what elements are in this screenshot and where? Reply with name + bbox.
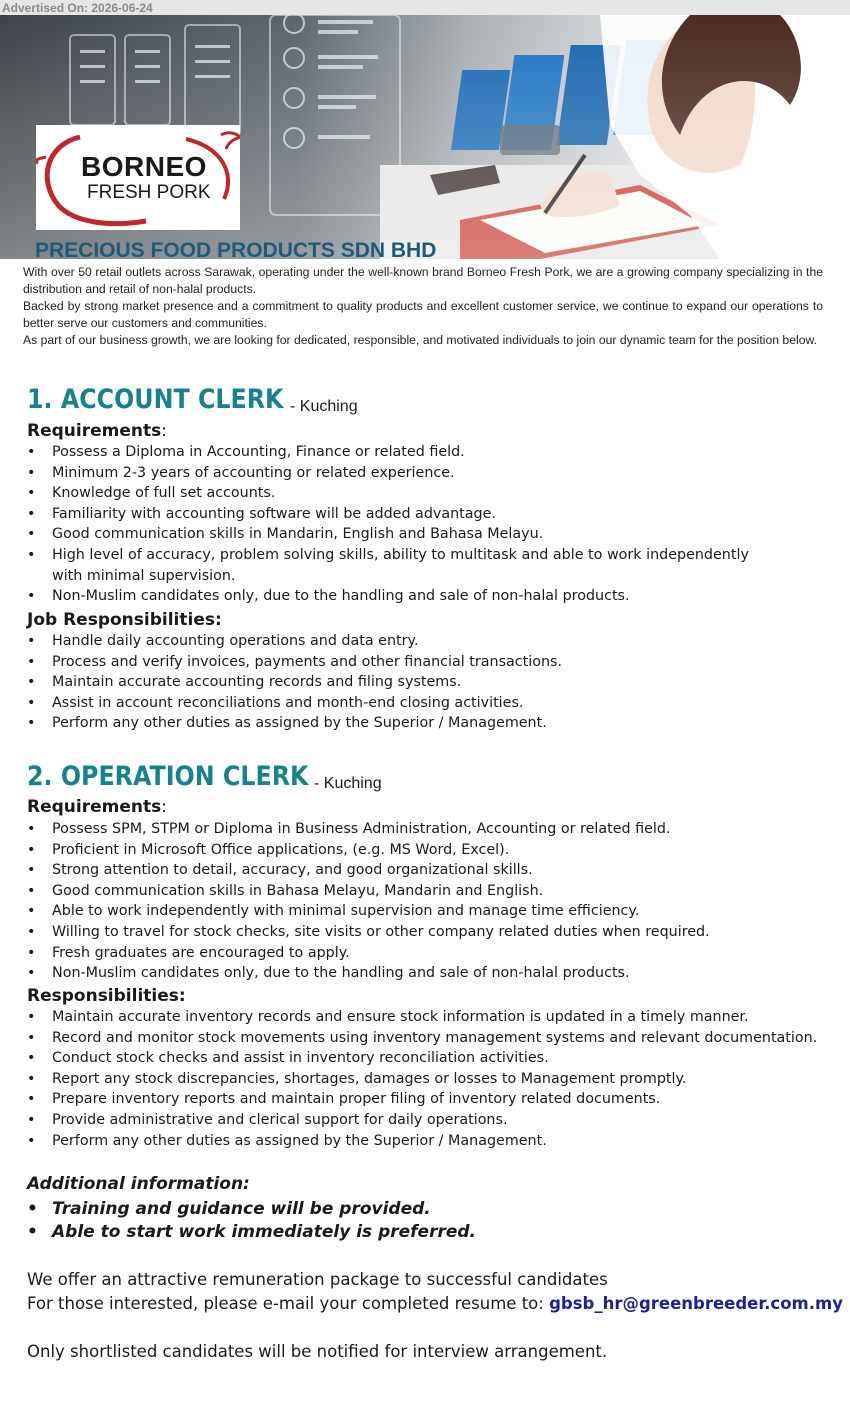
- additional-info-heading: Additional information:: [27, 1174, 250, 1194]
- list-item: • Record and monitor stock movements using inventory management systems and relevant documentation.: [27, 1028, 827, 1049]
- list-item: • Perform any other duties as assigned by the Superior / Management.: [27, 1131, 827, 1152]
- list-item: • Strong attention to detail, accuracy, and good organizational skills.: [27, 860, 827, 881]
- list-item: • Able to start work immediately is preferred.: [27, 1221, 476, 1244]
- responsibilities-heading: Responsibilities:: [27, 986, 186, 1006]
- additional-info-list: [27, 1198, 476, 1244]
- shortlist-note: Only shortlisted candidates will be notified for interview arrangement.: [27, 1342, 608, 1361]
- list-item: • Familiarity with accounting software will be added advantage.: [27, 504, 827, 525]
- list-item: • Good communication skills in Bahasa Melayu, Mandarin and English.: [27, 881, 827, 902]
- list-item: • Able to work independently with minimal supervision and manage time efficiency.: [27, 901, 827, 922]
- requirements-heading: Requirements:: [27, 797, 167, 817]
- list-item: • Proficient in Microsoft Office applications, (e.g. MS Word, Excel).: [27, 840, 827, 861]
- list-item: • Handle daily accounting operations and data entry.: [27, 631, 827, 652]
- list-item: • Maintain accurate inventory records and ensure stock information is updated in a timely manner.: [27, 1007, 827, 1028]
- list-item: • Conduct stock checks and assist in inventory reconciliation activities.: [27, 1048, 827, 1069]
- list-item: • Report any stock discrepancies, shortages, damages or losses to Management promptly.: [27, 1069, 827, 1090]
- logo-text-borneo: BORNEO: [81, 151, 207, 182]
- list-item: • Assist in account reconciliations and month-end closing activities.: [27, 693, 827, 714]
- account-clerk-requirements-list: [27, 442, 827, 607]
- intro-paragraph-1: With over 50 retail outlets across Sarawak, operating under the well-known brand Borneo Fresh Pork, we are a growing company specializing in the distribution and retail of non-halal products.: [23, 265, 823, 296]
- job-title-account-clerk: 1. ACCOUNT CLERK: [27, 384, 284, 415]
- apply-text: [27, 1294, 843, 1313]
- list-item: • Good communication skills in Mandarin, English and Bahasa Melayu.: [27, 524, 827, 545]
- remuneration-text: We offer an attractive remuneration package to successful candidates: [27, 1270, 608, 1289]
- list-item: • Minimum 2-3 years of accounting or related experience.: [27, 463, 827, 484]
- account-clerk-responsibilities-list: [27, 631, 827, 734]
- list-item: • Process and verify invoices, payments and other financial transactions.: [27, 652, 827, 673]
- list-item: • Fresh graduates are encouraged to apply.: [27, 943, 827, 964]
- header-banner: [0, 15, 850, 259]
- operation-clerk-requirements-list: [27, 819, 827, 984]
- intro-paragraph-2: Backed by strong market presence and a commitment to quality products and excellent customer service, we continue to expand our operations to better serve our customers and communities.: [23, 299, 823, 330]
- job-title-operation-clerk: 2. OPERATION CLERK: [27, 761, 309, 792]
- company-name: PRECIOUS FOOD PRODUCTS SDN BHD: [35, 239, 437, 259]
- list-item: • Maintain accurate accounting records and filing systems.: [27, 672, 827, 693]
- list-item: • Willing to travel for stock checks, site visits or other company related duties when required.: [27, 922, 827, 943]
- email-link[interactable]: gbsb_hr@greenbreeder.com.my: [549, 1294, 843, 1313]
- advertised-date: Advertised On: 2026-06-24: [2, 1, 153, 15]
- advertised-bar: [0, 0, 850, 15]
- job-location: - Kuching: [290, 398, 358, 415]
- list-item: • Perform any other duties as assigned by the Superior / Management.: [27, 713, 827, 734]
- list-item: • Prepare inventory reports and maintain proper filing of inventory related documents.: [27, 1089, 827, 1110]
- list-item: • Provide administrative and clerical support for daily operations.: [27, 1110, 827, 1131]
- intro-paragraph-3: As part of our business growth, we are looking for dedicated, responsible, and motivated individuals to join our dynamic team for the position below.: [23, 333, 817, 347]
- list-item: • Possess SPM, STPM or Diploma in Business Administration, Accounting or related field.: [27, 819, 827, 840]
- list-item: • Training and guidance will be provided.: [27, 1198, 476, 1221]
- logo-text-fresh-pork: FRESH PORK: [87, 182, 211, 203]
- operation-clerk-responsibilities-list: [27, 1007, 827, 1151]
- company-logo: [36, 125, 240, 230]
- job-location: - Kuching: [314, 775, 382, 792]
- list-item: • High level of accuracy, problem solving skills, ability to multitask and able to work independently with minimal supervision.: [27, 545, 827, 586]
- list-item: • Non-Muslim candidates only, due to the handling and sale of non-halal products.: [27, 963, 827, 984]
- requirements-heading: Requirements:: [27, 421, 167, 441]
- job-responsibilities-heading: Job Responsibilities:: [27, 610, 222, 630]
- list-item: • Knowledge of full set accounts.: [27, 483, 827, 504]
- apply-prefix: For those interested, please e-mail your completed resume to:: [27, 1294, 544, 1313]
- list-item: • Non-Muslim candidates only, due to the handling and sale of non-halal products.: [27, 586, 827, 607]
- list-item: • Possess a Diploma in Accounting, Finance or related field.: [27, 442, 827, 463]
